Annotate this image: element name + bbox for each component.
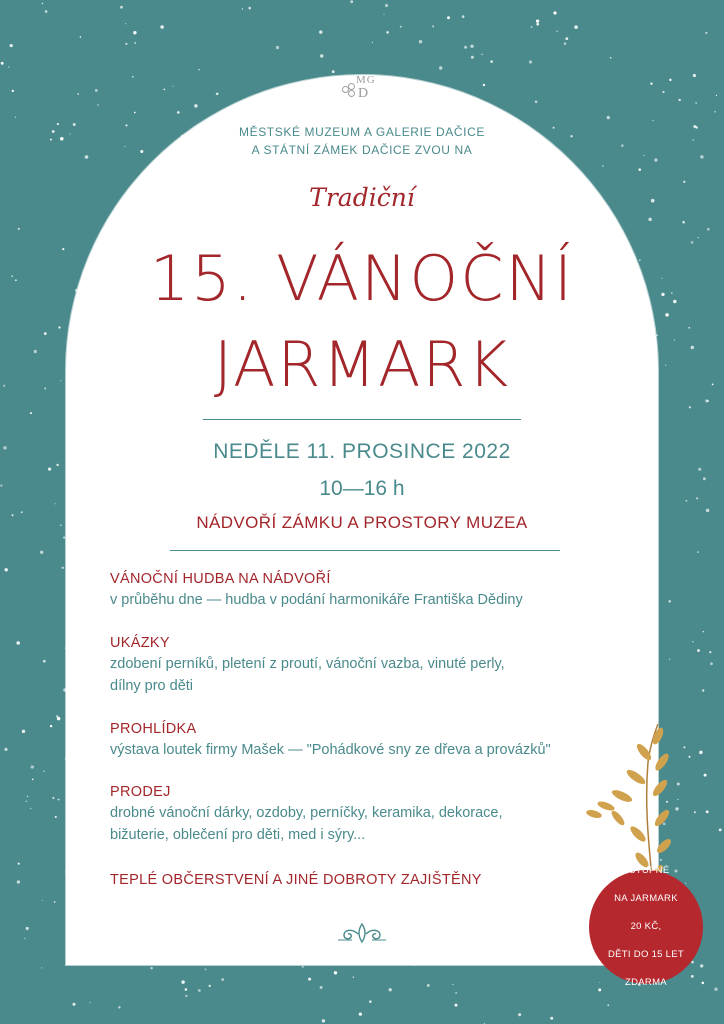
snow-dot [10, 44, 13, 47]
snow-dot [699, 751, 703, 755]
snow-dot [30, 412, 32, 414]
snow-dot [385, 4, 388, 7]
snow-dot [44, 332, 47, 335]
snow-dot [447, 16, 450, 19]
snow-dot [454, 1004, 457, 1007]
snow-dot [705, 399, 708, 402]
snow-dot [12, 514, 14, 516]
snow-dot [574, 25, 578, 29]
snow-dot [133, 31, 136, 34]
snow-dot [57, 123, 59, 125]
snow-dot [621, 144, 624, 147]
snow-dot [700, 964, 703, 967]
snow-dot [682, 221, 685, 224]
program-section-demos [110, 633, 580, 697]
snow-dot [50, 725, 52, 727]
section-heading: UKÁZKY [110, 635, 170, 651]
section-heading: TEPLÉ OBČERSTVENÍ A JINÉ DOBROTY ZAJIŠTĚNY [110, 872, 482, 888]
snow-dot [56, 464, 58, 466]
snow-dot [58, 326, 60, 328]
snow-dot [26, 801, 27, 802]
snow-dot [221, 978, 224, 981]
snow-dot [400, 26, 402, 28]
snow-dot [702, 982, 705, 985]
title-line-1: 15. VÁNOČNÍ [149, 242, 575, 315]
snow-dot [80, 36, 82, 38]
logo-letters-mg: MG [356, 74, 376, 86]
section-text: bižuterie, oblečení pro děti, med i sýry... [110, 827, 366, 843]
snow-dot [60, 380, 61, 381]
snow-dot [205, 968, 207, 970]
snow-dot [18, 228, 20, 230]
snow-dot [125, 43, 127, 45]
snow-dot [32, 779, 34, 781]
snow-dot [607, 116, 610, 119]
snow-dot [248, 7, 251, 10]
snow-dot [697, 649, 700, 652]
snow-dot [18, 863, 20, 865]
badge-line: ZDARMA [625, 977, 667, 988]
snow-dot [695, 102, 697, 104]
program-section-refreshments [110, 870, 580, 890]
snow-dot [320, 54, 323, 57]
snow-dot [668, 600, 670, 602]
snow-dot [650, 83, 652, 85]
snow-dot [177, 111, 180, 114]
snow-dot [683, 746, 685, 748]
snow-dot [62, 248, 64, 250]
snow-dot [60, 137, 64, 141]
snow-dot [26, 927, 29, 930]
snow-dot [536, 23, 539, 26]
snow-dot [27, 796, 28, 797]
snow-dot [656, 335, 658, 337]
snow-dot [42, 900, 43, 901]
snow-dot [679, 99, 681, 101]
snow-dot [693, 139, 694, 140]
snow-dot [693, 125, 696, 128]
snow-dot [709, 651, 711, 653]
snow-dot [651, 199, 655, 203]
snow-dot [125, 124, 127, 126]
snow-dot [652, 120, 653, 121]
event-time: 10—16 h [319, 477, 405, 500]
snow-dot [439, 66, 442, 69]
snow-dot [63, 537, 65, 539]
badge-line: VSTUPNÉ [622, 865, 670, 876]
snow-dot [688, 327, 690, 329]
snow-dot [181, 980, 184, 983]
snow-dot [712, 384, 714, 386]
snow-dot [654, 158, 657, 161]
badge-line: DĚTI DO 15 LET [608, 949, 684, 960]
snow-dot [198, 69, 199, 70]
snow-dot [419, 40, 422, 43]
snow-dot [689, 406, 691, 408]
snow-dot [11, 275, 13, 277]
snow-dot [17, 880, 20, 883]
snow-dot [42, 3, 44, 5]
tagline: Tradiční [309, 183, 415, 212]
snow-dot [60, 524, 62, 526]
snow-dot [669, 659, 670, 660]
section-heading: PROHLÍDKA [110, 721, 197, 737]
snow-dot [209, 985, 211, 987]
snow-dot [350, 0, 353, 3]
snow-dot [719, 828, 722, 831]
intro-line-2: A STÁTNÍ ZÁMEK DAČICE ZVOU NA [251, 143, 473, 157]
snow-dot [118, 1006, 120, 1008]
snow-dot [702, 689, 704, 691]
snow-dot [5, 568, 8, 571]
snow-dot [535, 101, 538, 104]
snow-dot [50, 139, 52, 141]
snow-dot [124, 146, 125, 147]
snow-dot [550, 1017, 553, 1020]
snow-dot [134, 42, 136, 44]
snow-dot [706, 810, 709, 813]
snow-dot [160, 25, 164, 29]
snow-dot [198, 989, 201, 992]
snow-dot [470, 45, 473, 48]
snow-dot [3, 446, 7, 450]
snow-dot [45, 10, 48, 13]
snow-dot [665, 365, 666, 366]
program-section-sale [110, 782, 580, 846]
snow-dot [58, 799, 60, 801]
snow-dot [692, 641, 693, 642]
snow-dot [43, 770, 45, 772]
snow-dot [22, 730, 25, 733]
scroll-ornament-icon [338, 920, 386, 946]
snow-dot [706, 509, 710, 513]
snow-dot [90, 1002, 91, 1003]
logo-letter-d: D [358, 86, 369, 101]
event-date: NEDĚLE 11. PROSINCE 2022 [213, 440, 511, 463]
snow-dot [319, 30, 323, 34]
snow-dot [185, 995, 187, 997]
snow-dot [481, 54, 483, 56]
snow-dot [8, 66, 9, 67]
snow-dot [163, 89, 165, 91]
snow-dot [134, 112, 136, 114]
snow-dot [529, 60, 532, 63]
snow-dot [703, 631, 704, 632]
snow-dot [483, 84, 485, 86]
snow-dot [95, 89, 98, 92]
event-place: NÁDVOŘÍ ZÁMKU A PROSTORY MUZEA [196, 513, 528, 532]
badge-line: NA JARMARK [614, 893, 678, 904]
snow-dot [414, 965, 415, 966]
snow-dot [644, 155, 645, 156]
divider-top [203, 419, 521, 420]
snow-dot [62, 567, 64, 569]
snow-dot [707, 228, 710, 231]
snow-dot [40, 551, 43, 554]
snow-dot [665, 313, 669, 317]
intro-text [160, 123, 564, 159]
snow-dot [710, 662, 713, 665]
snow-dot [705, 32, 707, 34]
snow-dot [683, 181, 685, 183]
snow-dot [276, 46, 279, 49]
snow-dot [43, 660, 46, 663]
snow-dot [55, 816, 57, 818]
snow-dot [464, 46, 467, 49]
program-section-music [110, 569, 580, 611]
snow-dot [57, 717, 60, 720]
snow-dot [674, 340, 675, 341]
section-text: výstava loutek firmy Mašek — "Pohádkové sny ze dřeva a provázků" [110, 742, 551, 758]
snow-dot [638, 168, 641, 171]
snow-dot [462, 15, 465, 18]
snow-dot [31, 765, 34, 768]
snow-dot [639, 259, 641, 261]
snow-dot [359, 1012, 362, 1015]
snow-dot [97, 104, 99, 106]
snow-dot [334, 971, 337, 974]
badge-text [596, 850, 696, 1004]
snow-dot [693, 74, 696, 77]
snow-dot [427, 984, 430, 987]
snow-dot [0, 484, 2, 486]
snow-dot [55, 503, 56, 504]
snow-dot [242, 8, 243, 9]
snow-dot [72, 1003, 75, 1006]
snow-dot [389, 988, 392, 991]
snow-dot [570, 135, 572, 137]
snow-dot [73, 123, 76, 126]
snow-dot [564, 42, 567, 45]
badge-line: 20 KČ, [630, 921, 662, 932]
snow-dot [30, 808, 31, 809]
snow-dot [661, 293, 664, 296]
snow-dot [669, 79, 671, 81]
snow-dot [194, 104, 198, 108]
snow-dot [21, 511, 23, 513]
snow-dot [150, 967, 152, 969]
section-heading: PRODEJ [110, 784, 171, 800]
snow-dot [24, 938, 25, 939]
snow-dot [54, 901, 56, 903]
snow-dot [689, 756, 691, 758]
snow-dot [610, 57, 612, 59]
snow-dot [120, 6, 123, 9]
snow-dot [15, 279, 17, 281]
divider-middle [170, 550, 560, 551]
program-section-tour [110, 719, 580, 761]
snow-dot [716, 95, 717, 96]
museum-logo-icon [340, 74, 384, 104]
snow-dot [648, 218, 652, 222]
snow-dot [302, 966, 304, 968]
snow-dot [308, 978, 311, 981]
snow-dot [320, 986, 323, 989]
section-heading: VÁNOČNÍ HUDBA NA NÁDVOŘÍ [110, 571, 331, 587]
snow-dot [518, 1013, 521, 1016]
snow-dot [172, 86, 173, 87]
snow-dot [455, 992, 457, 994]
snow-dot [12, 90, 14, 92]
snow-dot [471, 56, 474, 59]
snow-dot [696, 497, 698, 499]
snow-dot [52, 130, 55, 133]
snow-dot [698, 468, 701, 471]
snow-dot [140, 150, 143, 153]
snow-dot [685, 500, 687, 502]
section-text: drobné vánoční dárky, ozdoby, perníčky, keramika, dekorace, [110, 805, 503, 821]
snow-dot [77, 93, 79, 95]
section-text: zdobení perníků, pletení z proutí, vánoční vazba, vinuté perly, [110, 656, 505, 672]
admission-badge [589, 865, 703, 988]
snow-dot [48, 468, 51, 471]
section-text: v průběhu dne — hudba v podání harmonikáře Františka Dědiny [110, 592, 523, 608]
snow-dot [383, 14, 384, 15]
snow-dot [691, 346, 694, 349]
snow-dot [1, 62, 4, 65]
snow-dot [556, 31, 557, 32]
snow-dot [490, 60, 493, 63]
snow-dot [694, 811, 696, 813]
snow-dot [714, 988, 717, 991]
snow-dot [553, 11, 556, 14]
snow-dot [125, 23, 126, 24]
snow-dot [661, 278, 662, 279]
snow-dot [16, 641, 19, 644]
snow-dot [691, 241, 694, 244]
snow-dot [3, 385, 5, 387]
snow-dot [369, 1000, 372, 1003]
snow-dot [69, 133, 70, 134]
snow-dot [432, 25, 434, 27]
snow-dot [698, 237, 699, 238]
title-line-2: JARMARK [213, 328, 511, 401]
snow-dot [332, 70, 335, 73]
section-text: dílny pro děti [110, 678, 194, 694]
snow-dot [565, 37, 568, 40]
snow-dot [607, 1004, 609, 1006]
snow-dot [52, 797, 54, 799]
snow-dot [673, 300, 677, 304]
snow-dot [41, 967, 42, 968]
snow-dot [704, 774, 707, 777]
snow-dot [714, 111, 715, 112]
snow-dot [216, 93, 218, 95]
snow-dot [4, 748, 7, 751]
snow-dot [85, 155, 89, 159]
snow-dot [536, 19, 539, 22]
snow-dot [372, 42, 373, 43]
snow-dot [44, 387, 46, 389]
snow-dot [15, 116, 16, 117]
snow-dot [386, 31, 388, 33]
snow-dot [322, 1019, 325, 1022]
snow-dot [34, 350, 37, 353]
snow-dot [132, 76, 134, 78]
intro-line-1: MĚSTSKÉ MUZEUM A GALERIE DAČICE [239, 125, 485, 139]
snow-dot [602, 165, 603, 166]
snow-dot [531, 26, 533, 28]
snow-dot [662, 91, 664, 93]
snow-dot [703, 477, 706, 480]
snow-dot [700, 155, 704, 159]
snow-dot [452, 984, 453, 985]
snow-dot [185, 988, 188, 991]
snow-dot [353, 976, 355, 978]
snow-dot [697, 551, 699, 553]
snow-dot [671, 292, 673, 294]
